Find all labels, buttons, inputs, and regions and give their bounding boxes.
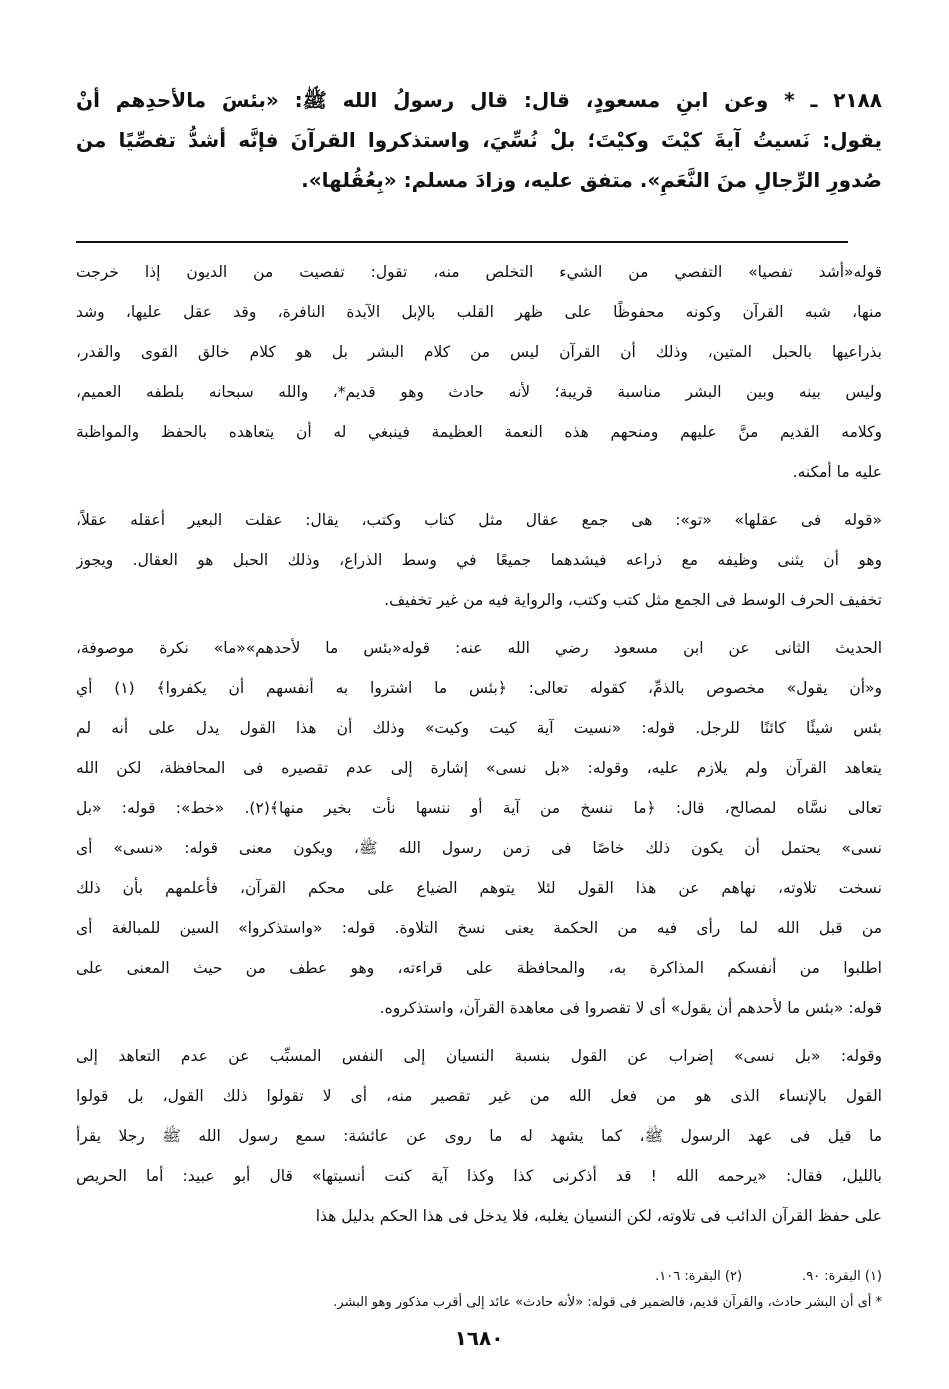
commentary-paragraph (76, 252, 882, 492)
commentary-line: «قوله فى عقلها» «تو»: هى جمع عقال مثل كتاب وكتب، يقال: عقلت البعير أعقله عقلاً، (76, 511, 882, 529)
page-number: ١٦٨٠ (454, 1326, 504, 1350)
commentary-line: اطلبوا من أنفسكم المذاكرة به، والمحافظة على قراءته، وهو عطف من حيث المعنى على (76, 959, 882, 977)
hadith-text (76, 80, 882, 200)
commentary-line: وكلامه القديم منَّ عليهم ومنحهم هذه النعمة العظيمة فينبغي له أن يتعاهده بالحفظ والمواظبة (76, 423, 882, 441)
commentary-line: نسى» يحتمل أن يكون ذلك خاصًا فى زمن رسول الله ﷺ، ويكون معنى قوله: «نسى» أى (76, 839, 882, 857)
commentary-line: بذراعيها بالحبل المتين، وذلك أن القرآن ليس من كلام البشر بل هو كلام خالق القوى والقدر، (76, 343, 882, 361)
commentary-line: نسخت تلاوته، نهاهم عن هذا القول لئلا يتوهم الضياع على محكم القرآن، فأعلمهم بأن ذلك (76, 879, 882, 897)
commentary-line: بالليل، فقال: «يرحمه الله ! قد أذكرنى كذا وكذا آية كنت أنسيتها» قال أبو عبيد: أما الحريص (76, 1167, 882, 1185)
footnote-2: (٢) البقرة: ١٠٦. (655, 1269, 743, 1284)
footnote-1: (١) البقرة: ٩٠. (802, 1269, 882, 1284)
commentary-line: يتعاهد القرآن ولم يلازم عليه، وقوله: «بل نسى» إشارة إلى عدم تقصيره فى المحافظة، لكن الله (76, 759, 882, 777)
commentary-paragraph (76, 500, 882, 620)
hadith-line: ٢١٨٨ ـ * وعن ابنِ مسعودٍ، قال: قال رسولُ الله ﷺ: «بئسَ مالأحدِهم أنْ (76, 88, 882, 112)
commentary-line: ما قيل فى عهد الرسول ﷺ، كما يشهد له ما روى عن عائشة: سمع رسول الله ﷺ رجلا يقرأ (76, 1127, 882, 1145)
commentary-line: تعالى نسَّاه لمصالح، قال: ﴿ما ننسخ من آية أو ننسها نأت بخير منها﴾(٢). «خط»: قوله: «بل (76, 799, 882, 817)
footnote-star: * أى أن البشر حادث، والقرآن قديم، فالضمير فى قوله: «لأنه حادث» عائد إلى أقرب مذكور وهو البشر. (333, 1295, 882, 1310)
commentary-line: وهو أن يثنى وظيفه مع ذراعه فيشدهما جميعًا في وسط الذراع، وذلك الحبل هو العقال. ويجوز (76, 551, 882, 569)
commentary-line: وقوله: «بل نسى» إضراب عن القول بنسبة النسيان إلى النفس المسبِّب عن عدم التعاهد إلى (76, 1047, 882, 1065)
commentary-paragraph (76, 1036, 882, 1236)
commentary-line: قوله: «بئس ما لأحدهم أن يقول» أى لا تقصروا فى معاهدة القرآن، واستذكروه. (379, 999, 882, 1017)
commentary-line: بئس شيئًا كائنًا للرجل. قوله: «نسيت آية كيت وكيت» وذلك أن هذا القول يدل على أنه لم (76, 719, 882, 737)
commentary-line: القول بالإنساء الذى هو من فعل الله من غير تقصير منه، أى لا تقولوا ذلك القول، بل قولوا (76, 1087, 882, 1105)
hadith-line: يقول: نَسيتُ آيةَ كيْتَ وكيْتَ؛ بلْ نُسِّيَ، واستذكروا القرآنَ فإنَّه أشدُّ تفصِّيًا من (76, 128, 882, 152)
commentary-line: منها، شبه القرآن وكونه محفوظًا على ظهر القلب بالإبل الآبدة النافرة، وقد عقل عليها، وشد (76, 303, 882, 321)
commentary-paragraph (76, 628, 882, 1028)
footnotes (76, 1264, 882, 1316)
commentary-line: تخفيف الحرف الوسط فى الجمع مثل كتب وكتب، والرواية فيه من غير تخفيف. (384, 591, 882, 609)
commentary-line: على حفظ القرآن الدائب فى تلاوته، لكن النسيان يغلبه، فلا يدخل فى هذا الحكم بدليل هذا (315, 1207, 882, 1225)
commentary-line: و«أن يقول» مخصوص بالذمِّ، كقوله تعالى: ﴿بئس ما اشتروا به أنفسهم أن يكفروا﴾ (١) أي (76, 679, 882, 697)
separator-rule (76, 241, 848, 243)
commentary-line: قوله«أشد تفصيا» التفصي من الشيء التخلص منه، تقول: تفصيت من الديون إذا خرجت (76, 263, 882, 281)
commentary-line: الحديث الثانى عن ابن مسعود رضي الله عنه: قوله«بئس ما لأحدهم»«ما» نكرة موصوفة، (76, 639, 882, 657)
commentary-line: وليس بينه وبين البشر مناسبة قريبة؛ لأنه حادث وهو قديم*، والله سبحانه بلطفه العميم، (76, 383, 882, 401)
commentary (76, 252, 882, 1244)
commentary-line: عليه ما أمكنه. (792, 463, 882, 481)
commentary-line: من قبل الله لما رأى فيه من الحكمة يعنى نسخ التلاوة. قوله: «واستذكروا» السين للمبالغة أى (76, 919, 882, 937)
hadith-line: صُدورِ الرِّجالِ منَ النَّعَمِ». متفق عليه، وزادَ مسلم: «بِعُقُلها». (301, 168, 882, 192)
